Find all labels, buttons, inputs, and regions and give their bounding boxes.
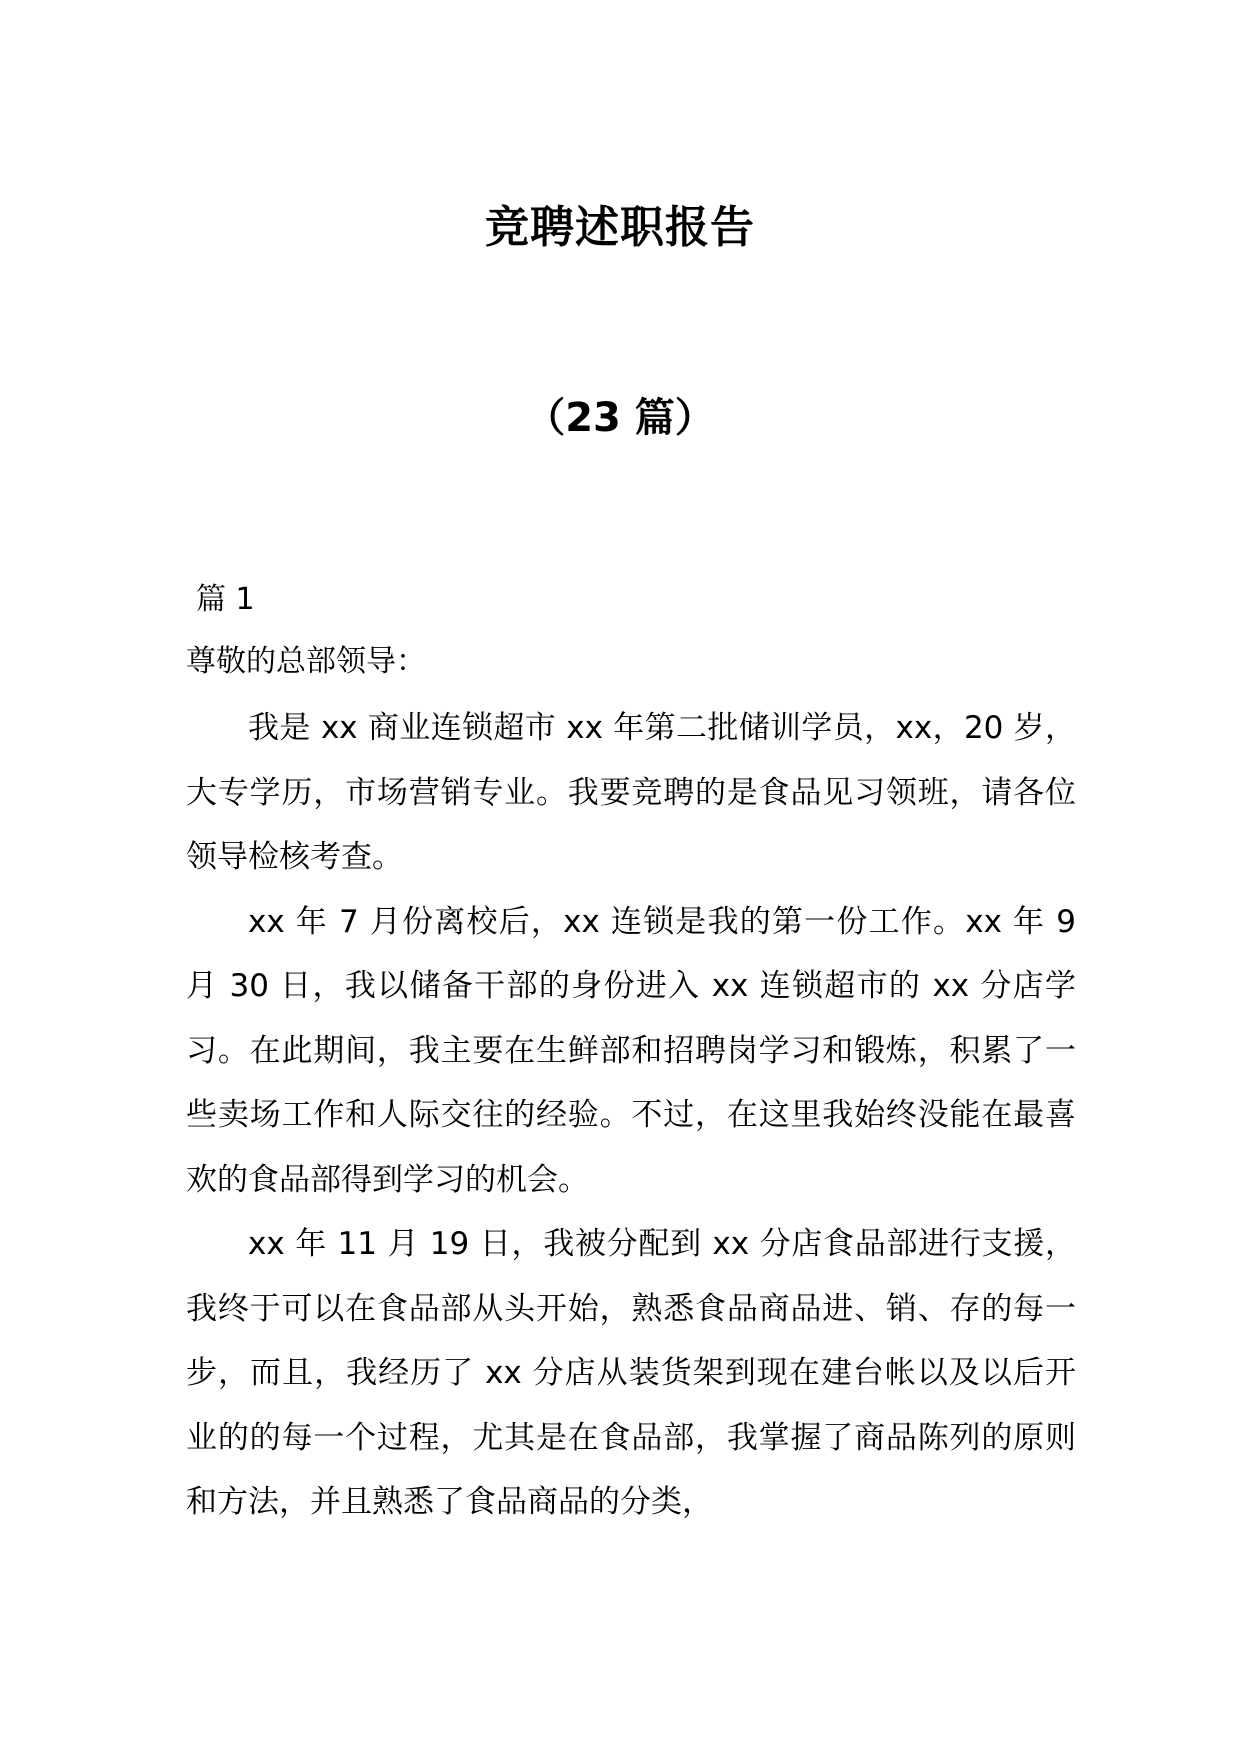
body-text xyxy=(186,696,1076,1535)
paragraph: xx 年 7 月份离校后，xx 连锁是我的第一份工作。xx 年 9 月 30 日，我以储备干部的身份进入 xx 连锁超市的 xx 分店学习。在此期间，我主要在生鲜部和招聘岗学习和锻炼，积累了一些卖场工作和人际交往的经验。不过，在这里我始终没能在最喜欢的食品部得到学习的机会。 xyxy=(186,903,1076,1198)
paragraph: 我是 xx 商业连锁超市 xx 年第二批储训学员，xx，20 岁，大专学历，市场营销专业。我要竞聘的是食品见习领班，请各位领导检核考查。 xyxy=(186,710,1076,875)
salutation: 尊敬的总部领导： xyxy=(186,644,426,679)
paragraph: xx 年 11 月 19 日，我被分配到 xx 分店食品部进行支援，我终于可以在食品部从头开始，熟悉食品商品进、销、存的每一步，而且，我经历了 xx 分店从装货架到现在建台帐以及以后开业的的每一个过程，尤其是在食品部，我掌握了商品陈列的原则和方法，并且熟悉了食品商品的分类， xyxy=(186,1226,1076,1520)
document-title: 竞聘述职报告 xyxy=(485,202,755,253)
section-label: 篇 1 xyxy=(196,582,255,617)
document-subtitle: （23 篇） xyxy=(525,395,715,441)
